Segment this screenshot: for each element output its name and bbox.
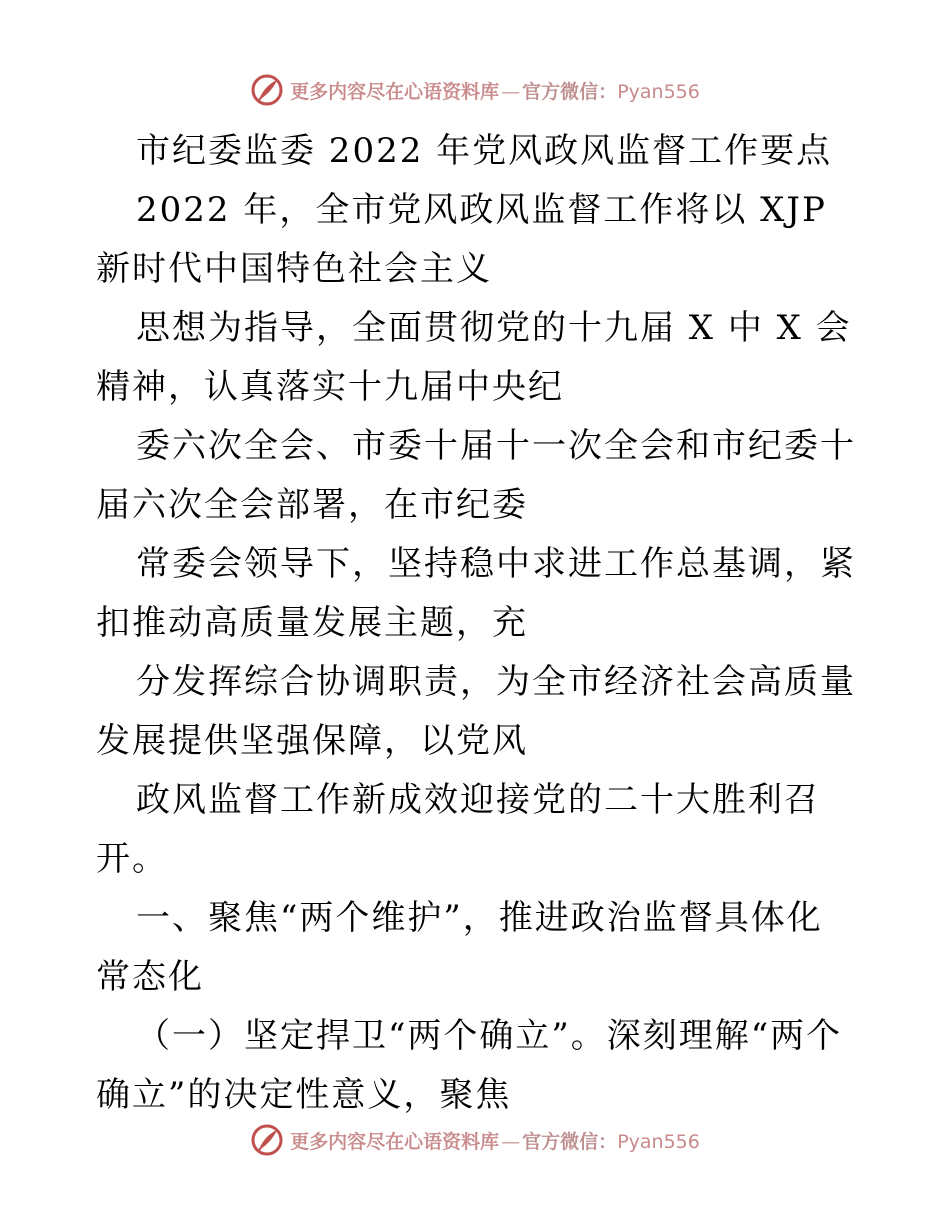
watermark-site-text: 更多内容尽在心语资料库 (290, 80, 500, 103)
watermark-account: Pyan556 (617, 1130, 700, 1153)
watermark-text (290, 1127, 700, 1154)
paragraph-1: 2022 年，全市党风政风监督工作将以 XJP 新时代中国特色社会主义 (96, 190, 827, 289)
paragraph-2: 思想为指导，全面贯彻党的十九届 X 中 X 会精神，认真落实十九届中央纪 (96, 308, 852, 407)
paragraph-3: 委六次全会、市委十届十一次全会和市纪委十届六次全会部署，在市纪委 (96, 426, 856, 525)
watermark-separator: — (501, 1130, 521, 1153)
watermark-account: Pyan556 (617, 80, 700, 103)
section-heading-1: 一、聚焦“两个维护”，推进政治监督具体化常态化 (96, 898, 823, 997)
paragraph-7: （一）坚定捍卫“两个确立”。深刻理解“两个确立”的决定性意义，聚焦 (96, 1016, 843, 1115)
document-body (96, 122, 856, 1125)
feather-pen-logo-icon (250, 1123, 284, 1157)
watermark-separator: — (501, 80, 521, 103)
watermark-site-text: 更多内容尽在心语资料库 (290, 1130, 500, 1153)
paragraph-5: 分发挥综合协调职责，为全市经济社会高质量发展提供坚强保障，以党风 (96, 662, 856, 761)
footer-watermark (0, 1120, 950, 1160)
paragraph-6: 政风监督工作新成效迎接党的二十大胜利召开。 (96, 780, 820, 879)
paragraph-4: 常委会领导下，坚持稳中求进工作总基调，紧扣推动高质量发展主题，充 (96, 544, 856, 643)
feather-pen-logo-icon (250, 73, 284, 107)
watermark-label: 官方微信： (522, 1130, 618, 1153)
watermark-label: 官方微信： (522, 80, 618, 103)
watermark-text (290, 77, 700, 104)
header-watermark (0, 70, 950, 110)
document-title: 市纪委监委 2022 年党风政风监督工作要点 (136, 131, 833, 171)
